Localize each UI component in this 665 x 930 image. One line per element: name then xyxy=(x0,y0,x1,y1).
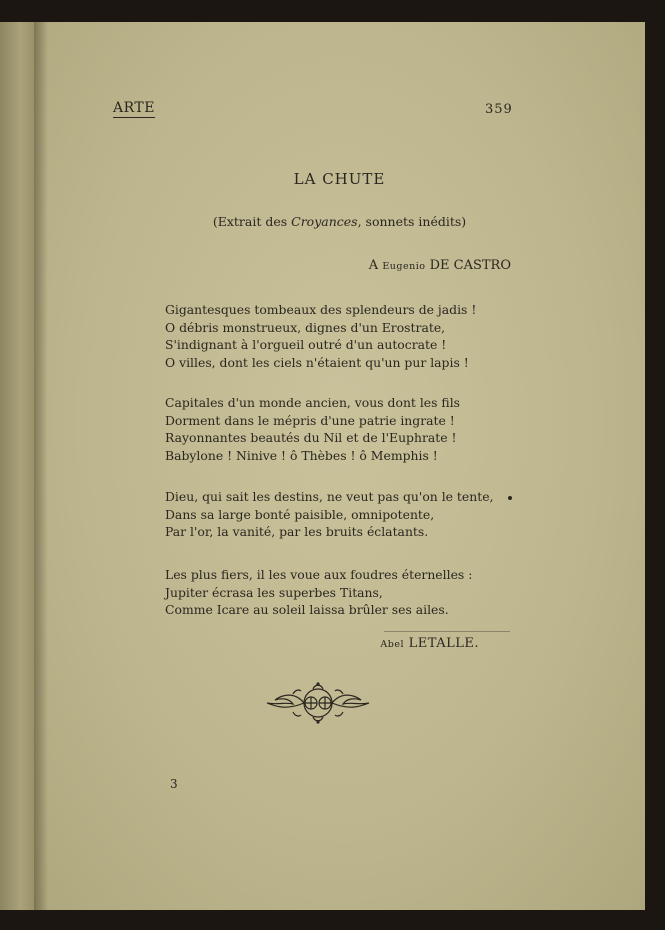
signature-mark: 3 xyxy=(170,777,178,791)
previous-page-edge xyxy=(0,22,36,910)
book-page xyxy=(34,22,645,910)
floral-ornament-icon xyxy=(263,680,373,726)
verse-line: Dorment dans le mépris d'une patrie ingrate ! xyxy=(165,412,455,428)
ink-speck xyxy=(508,496,512,500)
page-number: 359 xyxy=(485,102,513,117)
subtitle-italic: Croyances xyxy=(291,214,358,229)
verse-line: Rayonnantes beautés du Nil et de l'Euphrate ! xyxy=(165,430,457,445)
subtitle-before: (Extrait des xyxy=(212,214,292,229)
dedication-prefix: A xyxy=(368,258,383,273)
verse-line: Par l'or, la vanité, par les bruits éclatants. xyxy=(165,524,429,539)
stanza-2 xyxy=(165,394,460,464)
poem-subtitle xyxy=(34,214,645,229)
author-signature xyxy=(380,636,479,651)
poem-title: LA CHUTE xyxy=(293,170,386,188)
verse-line: Dans sa large bonté paisible, omnipotente, xyxy=(165,506,435,522)
verse-line: Comme Icare au soleil laissa brûler ses ailes. xyxy=(165,602,449,617)
stanza-1 xyxy=(165,301,476,371)
verse-line: Les plus fiers, il les voue aux foudres éternelles : xyxy=(165,567,473,582)
subtitle-after: , sonnets inédits) xyxy=(357,214,467,229)
dedication-surname: DE CASTRO xyxy=(425,258,511,273)
dedication-first-name: Eugenio xyxy=(382,261,426,272)
verse-line: S'indignant à l'orgueil outré d'un autocrate ! xyxy=(165,337,447,352)
stanza-4 xyxy=(165,566,472,619)
verse-line: O villes, dont les ciels n'étaient qu'un pur lapis ! xyxy=(165,354,469,370)
verse-line: Babylone ! Ninive ! ô Thèbes ! ô Memphis ! xyxy=(165,447,438,463)
verse-line: Capitales d'un monde ancien, vous dont les fils xyxy=(165,395,461,410)
verse-line: O débris monstrueux, dignes d'un Erostrate, xyxy=(165,319,446,335)
verse-line: Dieu, qui sait les destins, ne veut pas qu'on le tente, xyxy=(165,489,494,504)
dedication xyxy=(369,258,511,273)
faint-rule xyxy=(384,631,510,632)
stanza-3 xyxy=(165,488,493,541)
running-header-title: ARTE xyxy=(113,100,155,116)
author-first-name: Abel xyxy=(380,639,404,650)
author-surname: LETALLE. xyxy=(404,636,479,651)
verse-line: Jupiter écrasa les superbes Titans, xyxy=(165,584,383,600)
verse-line: Gigantesques tombeaux des splendeurs de jadis ! xyxy=(165,302,477,317)
